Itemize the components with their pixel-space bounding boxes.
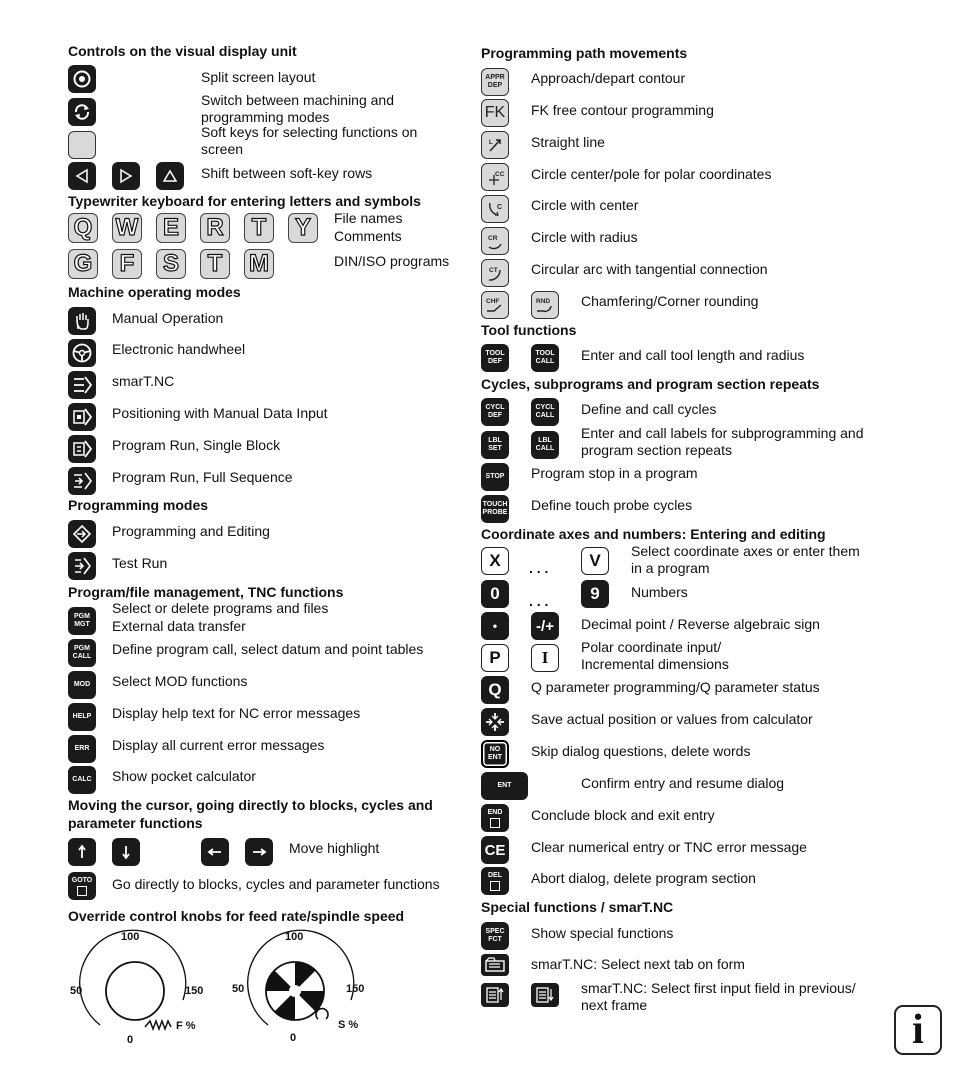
lbl-set-l2: SET xyxy=(488,445,502,452)
spec-l2: FCT xyxy=(488,936,502,943)
softkey-row-up-key[interactable] xyxy=(156,162,184,190)
decimal-key[interactable]: • xyxy=(481,612,509,640)
tool-call-l1: TOOL xyxy=(535,350,555,357)
softkey-row-right-key[interactable] xyxy=(112,162,140,190)
smartnc-text: smarT.NC xyxy=(112,373,175,389)
goto-key-label: GOTO xyxy=(71,876,93,884)
feed-0: 0 xyxy=(127,1034,134,1046)
end-key[interactable] xyxy=(481,804,509,832)
spindle-rotation-icon xyxy=(316,1009,328,1019)
cr-text: Circle with radius xyxy=(531,229,638,245)
chf-rnd-text: Chamfering/Corner rounding xyxy=(581,293,759,309)
heading-coordinates: Coordinate axes and numbers: Entering and editing xyxy=(481,526,826,542)
rounding-icon xyxy=(534,296,556,314)
no-ent-l2: ENT xyxy=(488,754,502,761)
q-text: Q parameter programming/Q parameter status xyxy=(531,679,820,695)
no-ent-l1: NO xyxy=(489,746,501,753)
stop-text: Program stop in a program xyxy=(531,465,698,481)
programming-icon xyxy=(72,524,92,544)
ce-text: Clear numerical entry or TNC error message xyxy=(531,839,807,855)
heading-special: Special functions / smarT.NC xyxy=(481,899,674,915)
frame-text-1: smarT.NC: Select first input field in previous/ xyxy=(581,980,856,996)
softkey-row-left-key[interactable] xyxy=(68,162,96,190)
spindle-150: 150 xyxy=(346,983,365,995)
goto-text: Go directly to blocks, cycles and parameter functions xyxy=(112,876,440,892)
spec-fct-key[interactable] xyxy=(481,922,509,950)
move-highlight-text: Move highlight xyxy=(289,840,380,856)
heading-tool-functions: Tool functions xyxy=(481,322,577,338)
spec-l1: SPEC xyxy=(485,928,505,935)
tab-form-icon xyxy=(484,957,506,973)
mdi-icon xyxy=(72,407,92,427)
single-block-text: Program Run, Single Block xyxy=(112,437,281,453)
frame-text-2: next frame xyxy=(581,997,648,1013)
split-screen-text: Split screen layout xyxy=(201,69,316,85)
err-text: Display all current error messages xyxy=(112,737,325,753)
polar-text-2: Incremental dimensions xyxy=(581,656,729,672)
no-ent-key[interactable] xyxy=(481,740,509,768)
lbl-call-key[interactable] xyxy=(531,431,559,459)
comments-text: Comments xyxy=(334,228,402,244)
din-iso-text: DIN/ISO programs xyxy=(334,253,450,269)
calc-text: Show pocket calculator xyxy=(112,768,256,784)
switch-mode-icon xyxy=(72,102,92,122)
chamfer-icon xyxy=(484,296,506,314)
heading-pgm-management: Program/file management, TNC functions xyxy=(68,584,344,600)
pgm-call-key-l2: CALL xyxy=(72,653,92,660)
x-axis-key[interactable]: X xyxy=(481,547,509,575)
file-names-text: File names xyxy=(334,210,403,226)
ct-text: Circular arc with tangential connection xyxy=(531,261,768,277)
pgm-mgt-key-l1: PGM xyxy=(74,613,90,620)
touch-probe-key[interactable] xyxy=(481,495,509,523)
mdi-key[interactable] xyxy=(68,403,96,431)
tool-text: Enter and call tool length and radius xyxy=(581,347,805,363)
triangle-left-icon xyxy=(74,168,90,184)
actual-position-key[interactable] xyxy=(481,708,509,736)
manual-operation-key[interactable] xyxy=(68,307,96,335)
arrow-up-icon xyxy=(76,844,88,860)
heading-cursor-2: parameter functions xyxy=(68,815,203,831)
del-key[interactable] xyxy=(481,867,509,895)
end-box-icon xyxy=(490,818,500,828)
axes-text-2: in a program xyxy=(631,560,710,576)
key-r[interactable]: R xyxy=(200,213,230,243)
heading-machine-modes: Machine operating modes xyxy=(68,284,241,300)
pgm-mgt-key-l2: MGT xyxy=(74,621,90,628)
tool-call-key[interactable] xyxy=(531,344,559,372)
circle-icon xyxy=(485,200,505,218)
pgm-mgt-key[interactable] xyxy=(68,607,96,635)
spec-text: Show special functions xyxy=(531,925,674,941)
del-key-label: DEL xyxy=(488,871,502,879)
cycl-call-key[interactable] xyxy=(531,398,559,426)
end-key-label: END xyxy=(487,808,503,816)
spindle-0: 0 xyxy=(290,1032,297,1044)
touch-l2: PROBE xyxy=(482,509,508,516)
pgm-call-key-l1: PGM xyxy=(74,645,90,652)
circle-tangential-icon xyxy=(485,264,505,282)
key-q[interactable]: Q xyxy=(68,213,98,243)
softkeys-text-2: screen xyxy=(201,141,244,157)
switch-mode-key[interactable] xyxy=(68,98,96,126)
help-text: Display help text for NC error messages xyxy=(112,705,361,721)
tool-call-l2: CALL xyxy=(535,358,555,365)
cc-text: Circle center/pole for polar coordinates xyxy=(531,166,772,182)
key-y[interactable]: Y xyxy=(288,213,318,243)
arrow-down-icon xyxy=(120,844,132,860)
polar-text-1: Polar coordinate input/ xyxy=(581,639,722,655)
lbl-call-l2: CALL xyxy=(535,445,555,452)
decimal-text: Decimal point / Reverse algebraic sign xyxy=(581,616,820,632)
hand-icon xyxy=(73,311,91,331)
chf-key[interactable] xyxy=(481,291,509,319)
key-s[interactable]: S xyxy=(156,249,186,279)
incremental-key[interactable]: I xyxy=(531,644,559,672)
feed-150: 150 xyxy=(185,985,204,997)
fk-text: FK free contour programming xyxy=(531,102,714,118)
ct-key[interactable] xyxy=(481,259,509,287)
svg-text:L: L xyxy=(489,140,493,146)
key-t2[interactable]: T xyxy=(200,249,230,279)
svg-text:CT: CT xyxy=(489,267,498,274)
prev-frame-icon xyxy=(485,986,505,1004)
full-sequence-key[interactable] xyxy=(68,467,96,495)
end-text: Conclude block and exit entry xyxy=(531,807,715,823)
svg-text:C: C xyxy=(497,204,503,211)
fk-key[interactable]: FK xyxy=(481,99,509,127)
test-run-key[interactable] xyxy=(68,552,96,580)
feed-100: 100 xyxy=(121,931,140,943)
c-key[interactable] xyxy=(481,195,509,223)
handwheel-text: Electronic handwheel xyxy=(112,341,246,357)
axes-text-1: Select coordinate axes or enter them xyxy=(631,543,860,559)
switch-mode-text-2: programming modes xyxy=(201,109,330,125)
actual-position-text: Save actual position or values from calculator xyxy=(531,711,813,727)
shift-softkey-text: Shift between soft-key rows xyxy=(201,165,373,181)
pgm-mgt-text-1: Select or delete programs and files xyxy=(112,600,329,616)
err-key[interactable]: ERR xyxy=(68,735,96,763)
nine-key[interactable]: 9 xyxy=(581,580,609,608)
c-text: Circle with center xyxy=(531,197,639,213)
feed-override-knob[interactable] xyxy=(60,925,230,1050)
zero-key[interactable]: 0 xyxy=(481,580,509,608)
cycl-call-l1: CYCL xyxy=(535,404,555,411)
tool-def-key[interactable] xyxy=(481,344,509,372)
full-sequence-icon xyxy=(72,471,92,491)
lbl-set-key[interactable] xyxy=(481,431,509,459)
pgm-call-text: Define program call, select datum and point tables xyxy=(112,641,424,657)
pgm-call-key[interactable] xyxy=(68,639,96,667)
arrow-right-icon xyxy=(251,846,267,858)
split-screen-icon xyxy=(72,69,92,89)
spindle-label: S % xyxy=(338,1019,359,1031)
cycl-def-l2: DEF xyxy=(488,412,502,419)
svg-text:CHF: CHF xyxy=(486,298,500,305)
single-block-icon xyxy=(72,439,92,459)
appr-key-l2: DEP xyxy=(487,82,503,89)
feed-zigzag-icon xyxy=(145,1021,171,1029)
appr-key-l1: APPR xyxy=(485,74,505,81)
spindle-50: 50 xyxy=(232,983,245,995)
cc-key[interactable] xyxy=(481,163,509,191)
mod-key[interactable]: MOD xyxy=(68,671,96,699)
lbl-set-l1: LBL xyxy=(488,437,502,444)
next-tab-key[interactable] xyxy=(481,954,509,976)
heading-path-movements: Programming path movements xyxy=(481,45,688,61)
stop-key[interactable]: STOP xyxy=(481,463,509,491)
spindle-100: 100 xyxy=(285,931,304,943)
axes-ellipsis: . . . xyxy=(529,560,549,576)
no-ent-text: Skip dialog questions, delete words xyxy=(531,743,751,759)
arrow-up-key[interactable] xyxy=(68,838,96,866)
line-icon xyxy=(486,136,504,154)
spindle-knob-dial xyxy=(266,962,324,1020)
polar-key[interactable]: P xyxy=(481,644,509,672)
triangle-up-icon xyxy=(162,168,178,184)
appr-text: Approach/depart contour xyxy=(531,70,686,86)
heading-cycles: Cycles, subprograms and program section repeats xyxy=(481,376,820,392)
del-text: Abort dialog, delete program section xyxy=(531,870,756,886)
ce-key[interactable]: CE xyxy=(481,836,509,864)
circle-center-icon xyxy=(485,168,505,186)
test-run-icon xyxy=(72,556,92,576)
key-w[interactable]: W xyxy=(112,213,142,243)
lbl-call-l1: LBL xyxy=(538,437,552,444)
help-key[interactable]: HELP xyxy=(68,703,96,731)
line-key[interactable] xyxy=(481,131,509,159)
arrow-down-key[interactable] xyxy=(112,838,140,866)
key-m[interactable]: M xyxy=(244,249,274,279)
next-frame-icon xyxy=(535,986,555,1004)
arrow-right-key[interactable] xyxy=(245,838,273,866)
pgm-mgt-text-2: External data transfer xyxy=(112,618,246,634)
feed-label: F % xyxy=(176,1020,196,1032)
goto-key[interactable] xyxy=(68,872,96,900)
del-box-icon xyxy=(490,881,500,891)
calc-key[interactable]: CALC xyxy=(68,766,96,794)
handwheel-key[interactable] xyxy=(68,339,96,367)
circle-radius-icon xyxy=(485,232,505,250)
feed-knob-dial xyxy=(106,962,164,1020)
tool-def-l2: DEF xyxy=(488,358,502,365)
mdi-text: Positioning with Manual Data Input xyxy=(112,405,328,421)
lbl-text-2: program section repeats xyxy=(581,442,732,458)
prev-frame-key[interactable] xyxy=(481,983,509,1007)
svg-text:CC: CC xyxy=(495,171,505,178)
single-block-key[interactable] xyxy=(68,435,96,463)
cycl-text: Define and call cycles xyxy=(581,401,717,417)
cycl-def-key[interactable] xyxy=(481,398,509,426)
test-run-text: Test Run xyxy=(112,555,168,571)
mod-text: Select MOD functions xyxy=(112,673,248,689)
key-t[interactable]: T xyxy=(244,213,274,243)
touch-text: Define touch probe cycles xyxy=(531,497,693,513)
key-f[interactable]: F xyxy=(112,249,142,279)
lbl-text-1: Enter and call labels for subprogramming and xyxy=(581,425,864,441)
heading-cursor-1: Moving the cursor, going directly to blocks, cycles and xyxy=(68,797,433,813)
touch-l1: TOUCH xyxy=(482,501,508,508)
line-text: Straight line xyxy=(531,134,605,150)
arrow-left-key[interactable] xyxy=(201,838,229,866)
crosshair-icon xyxy=(485,712,505,732)
feed-50: 50 xyxy=(70,985,83,997)
arrow-left-icon xyxy=(207,846,223,858)
cycl-call-l2: CALL xyxy=(535,412,555,419)
ent-text: Confirm entry and resume dialog xyxy=(581,775,785,791)
smartnc-icon xyxy=(72,375,92,395)
numbers-text: Numbers xyxy=(631,584,688,600)
manual-operation-text: Manual Operation xyxy=(112,310,224,326)
full-sequence-text: Program Run, Full Sequence xyxy=(112,469,293,485)
key-g[interactable]: G xyxy=(68,249,98,279)
q-key[interactable]: Q xyxy=(481,676,509,704)
ent-key[interactable]: ENT xyxy=(481,772,528,800)
heading-typewriter: Typewriter keyboard for entering letters and symbols xyxy=(68,193,421,209)
smartnc-key[interactable] xyxy=(68,371,96,399)
split-screen-key[interactable] xyxy=(68,65,96,93)
info-icon: i xyxy=(894,1005,942,1055)
sign-key[interactable]: -/+ xyxy=(531,612,559,640)
key-e[interactable]: E xyxy=(156,213,186,243)
svg-text:RND: RND xyxy=(536,298,551,305)
goto-box-icon xyxy=(77,886,87,896)
softkey[interactable] xyxy=(68,131,96,159)
svg-text:CR: CR xyxy=(488,235,498,242)
rnd-key[interactable] xyxy=(531,291,559,319)
next-frame-key[interactable] xyxy=(531,983,559,1007)
heading-controls: Controls on the visual display unit xyxy=(68,43,297,59)
next-tab-text: smarT.NC: Select next tab on form xyxy=(531,956,745,972)
spindle-override-knob[interactable] xyxy=(228,925,398,1050)
numbers-ellipsis: . . . xyxy=(529,593,549,609)
switch-mode-text-1: Switch between machining and xyxy=(201,92,395,108)
appr-dep-key[interactable] xyxy=(481,68,509,96)
programming-editing-text: Programming and Editing xyxy=(112,523,270,539)
v-axis-key[interactable]: V xyxy=(581,547,609,575)
softkeys-text-1: Soft keys for selecting functions on xyxy=(201,124,418,140)
tool-def-l1: TOOL xyxy=(485,350,505,357)
triangle-right-icon xyxy=(118,168,134,184)
handwheel-icon xyxy=(71,342,93,364)
heading-programming-modes: Programming modes xyxy=(68,497,209,513)
cycl-def-l1: CYCL xyxy=(485,404,505,411)
programming-editing-key[interactable] xyxy=(68,520,96,548)
cr-key[interactable] xyxy=(481,227,509,255)
heading-override: Override control knobs for feed rate/spindle speed xyxy=(68,908,405,924)
